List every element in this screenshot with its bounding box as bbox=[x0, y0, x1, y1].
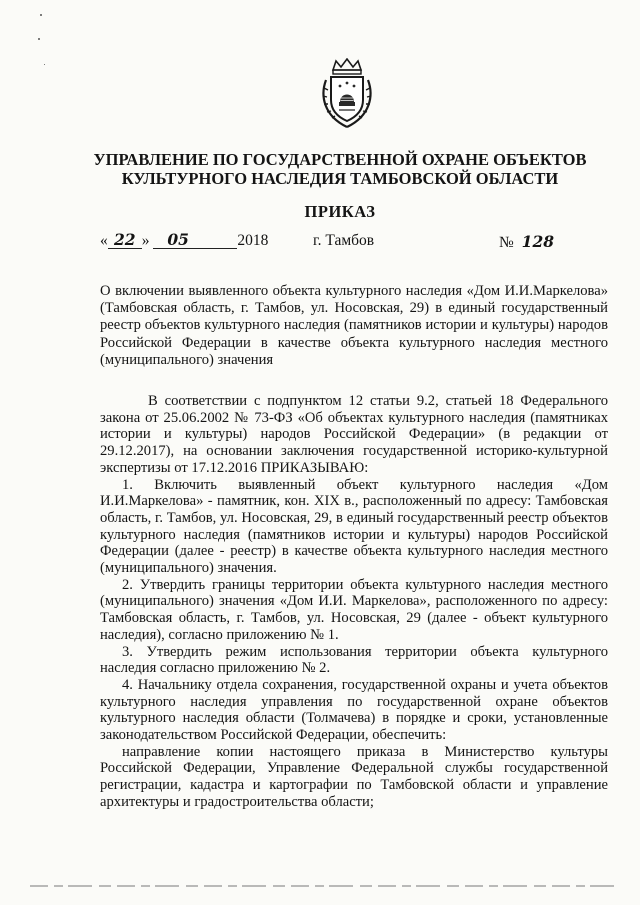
organization-line-2: КУЛЬТУРНОГО НАСЛЕДИЯ ТАМБОВСКОЙ ОБЛАСТИ bbox=[121, 169, 559, 188]
order-number bbox=[499, 232, 554, 252]
clause-4-item: направление копии настоящего приказа в Министерство культуры Российской Федерации, Управление Федеральной службы государственной регистрации, кадастра и картографии по Тамбовской области и управление архитектуры и градостроительства области; bbox=[100, 743, 608, 810]
number-sign: № bbox=[499, 234, 514, 251]
clause-4: 4. Начальнику отдела сохранения, государственной охраны и учета объектов культурного наследия управления по государственной охране объектов культурного наследия области (Толмачева) в порядке и сроки, установленные законодательством Российской Федерации, обеспечить: bbox=[100, 676, 608, 744]
organization-heading bbox=[70, 150, 610, 188]
date-year: 2018 bbox=[237, 232, 269, 249]
scan-speck bbox=[40, 14, 42, 16]
clause-1: 1. Включить выявленный объект культурного наследия «Дом И.И.Маркелова» - памятник, кон. XIX в., расположенный по адресу: Тамбовская область, г. Тамбов, ул. Носовская, 29, в единый государственный реестр объектов культурного наследия (памятников истории и культуры) народов Российской Федерации (далее - реестр) в качестве объекта культурного наследия местного (муниципального) значения. bbox=[100, 476, 608, 577]
scan-speck bbox=[44, 64, 45, 65]
document-type-title: ПРИКАЗ bbox=[304, 202, 376, 221]
date-open-quote: « bbox=[100, 232, 108, 249]
organization-line-1: УПРАВЛЕНИЕ ПО ГОСУДАРСТВЕННОЙ ОХРАНЕ ОБЪЕКТОВ bbox=[93, 150, 587, 169]
order-subject: О включении выявленного объекта культурного наследия «Дом И.И.Маркелова» (Тамбовская область, г. Тамбов, ул. Носовская, 29) в единый государственный реестр объектов культурного наследия (памятников истории и культуры) народов Российской Федерации в качестве объекта культурного наследия местного (муниципального) значения bbox=[100, 283, 608, 368]
clause-3: 3. Утвердить режим использования территории объекта культурного наследия согласно приложению № 2. bbox=[100, 643, 608, 677]
preamble-paragraph: В соответствии с подпунктом 12 статьи 9.2, статьей 18 Федерального закона от 25.06.2002 № 73-ФЗ «Об объектах культурного наследия (памятниках истории и культуры) народов Российской Федерации» (в редакции от 29.12.2017), на основании заключения государственной историко-культурной экспертизы от 17.12.2016 ПРИКАЗЫВАЮ: bbox=[100, 393, 608, 476]
clause-2: 2. Утвердить границы территории объекта культурного наследия местного (муниципального) значения «Дом И.И. Маркелова», расположенного по адресу: Тамбовская область, г. Тамбов, ул. Носовская, 29 (далее - объект культурного наследия), согласно приложению № 1. bbox=[100, 576, 608, 643]
date-day: 22 bbox=[108, 232, 142, 249]
coat-of-arms-emblem bbox=[318, 58, 376, 130]
date-month: 05 bbox=[153, 232, 237, 249]
scan-speck bbox=[38, 38, 40, 40]
order-number-value: 128 bbox=[521, 232, 555, 251]
page-footer-dashes bbox=[30, 884, 620, 888]
date-close-quote: » bbox=[141, 232, 150, 249]
order-date bbox=[100, 232, 268, 250]
order-city: г. Тамбов bbox=[313, 232, 375, 249]
order-body bbox=[100, 393, 608, 811]
